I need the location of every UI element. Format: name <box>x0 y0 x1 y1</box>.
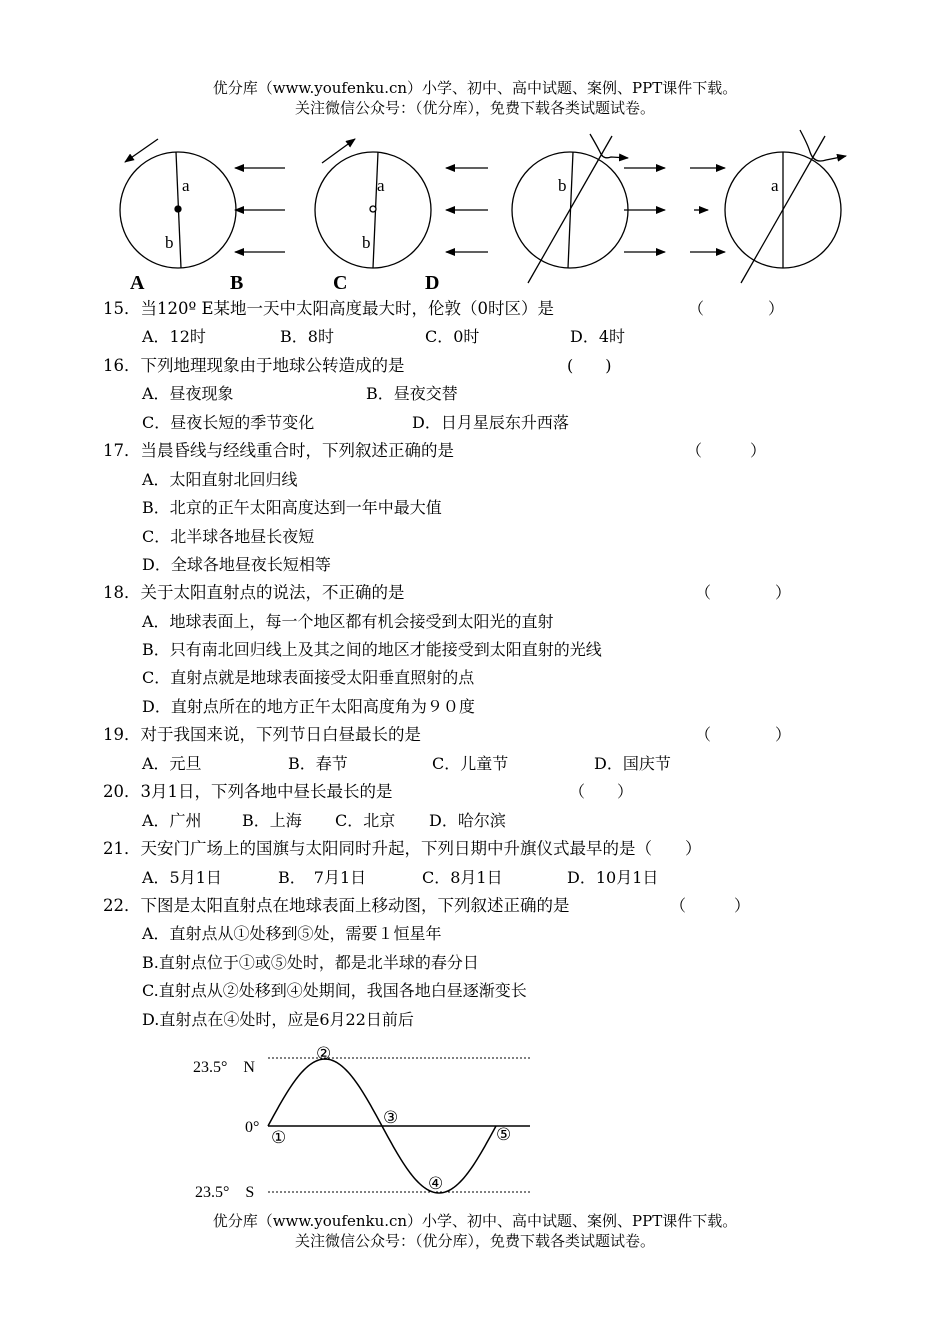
q18-option-d: D．直射点所在的地方正午太阳高度角为９０度 <box>142 697 475 716</box>
q20-option-b: B．上海 <box>242 811 302 830</box>
q15-paren: （ ） <box>688 299 785 318</box>
q21-stem: 21．天安门广场上的国旗与太阳同时升起，下列日期中升旗仪式最早的是（ ） <box>103 839 702 858</box>
q18-stem: 18．关于太阳直射点的说法，不正确的是 <box>103 583 405 602</box>
q15-option-b: B．8时 <box>280 327 334 346</box>
label-a-2: a <box>377 176 385 195</box>
q21-option-c: C．8月1日 <box>422 868 503 887</box>
q18-option-c: C．直射点就是地球表面接受太阳垂直照射的点 <box>142 668 475 687</box>
q18-option-a: A．地球表面上，每一个地区都有机会接受到太阳光的直射 <box>142 612 554 631</box>
footer-line-2: 关注微信公众号：（优分库），免费下载各类试题试卷。 <box>294 1232 655 1250</box>
q15-option-d: D．4时 <box>570 327 626 346</box>
q22-option-b: B.直射点位于①或⑤处时，都是北半球的春分日 <box>142 953 479 972</box>
q16-paren: ( ) <box>567 356 612 375</box>
figure-letter-b: B <box>230 272 244 294</box>
point-2: ② <box>316 1044 332 1064</box>
q19-option-b: B．春节 <box>288 754 348 773</box>
label-b-2: b <box>362 233 371 252</box>
label-a-4: a <box>771 176 779 195</box>
q17-option-d: D．全球各地昼夜长短相等 <box>142 555 331 574</box>
q21-option-a: A．5月1日 <box>142 868 222 887</box>
q18-paren: （ ） <box>695 583 792 602</box>
q16-option-d: D．日月星辰东升西落 <box>412 413 569 432</box>
q16-stem: 16．下列地理现象由于地球公转造成的是 <box>103 356 405 375</box>
q22-option-a: A．直射点从①处移到⑤处，需要１恒星年 <box>142 924 442 943</box>
y-label-south: 23.5° S <box>195 1184 255 1201</box>
top-figure <box>0 0 950 300</box>
q19-option-d: D．国庆节 <box>594 754 671 773</box>
q19-option-a: A．元旦 <box>142 754 202 773</box>
header-line-1: 优分库（www.youfenku.cn）小学、初中、高中试题、案例、PPT课件下载。 <box>212 79 738 97</box>
figure-letter-c: C <box>333 272 348 294</box>
q15-option-a: A．12时 <box>142 327 206 346</box>
q21-option-d: D．10月1日 <box>567 868 659 887</box>
point-1: ① <box>271 1128 287 1148</box>
q19-option-c: C．儿童节 <box>432 754 509 773</box>
q19-stem: 19．对于我国来说，下列节日白昼最长的是 <box>103 725 421 744</box>
point-4: ④ <box>428 1174 444 1194</box>
q17-option-a: A．太阳直射北回归线 <box>142 470 298 489</box>
q22-option-c: C.直射点从②处移到④处期间，我国各地白昼逐渐变长 <box>142 981 527 1000</box>
point-5: ⑤ <box>496 1125 512 1145</box>
q17-option-c: C．北半球各地昼长夜短 <box>142 527 315 546</box>
header-line-2: 关注微信公众号：（优分库），免费下载各类试题试卷。 <box>294 99 655 117</box>
q16-option-c: C．昼夜长短的季节变化 <box>142 413 315 432</box>
q22-paren: （ ） <box>670 896 751 915</box>
q22-option-d: D.直射点在④处时，应是6月22日前后 <box>142 1010 414 1029</box>
q15-stem: 15．当120º E某地一天中太阳高度最大时，伦敦（0时区）是 <box>103 299 555 318</box>
q17-paren: （ ） <box>686 441 767 460</box>
point-3: ③ <box>383 1108 399 1128</box>
q17-option-b: B．北京的正午太阳高度达到一年中最大值 <box>142 498 442 517</box>
direct-point-curve <box>268 1059 496 1193</box>
figure-letter-a: A <box>130 272 145 294</box>
y-label-north: 23.5° N <box>193 1059 255 1076</box>
q20-stem: 20．3月1日，下列各地中昼长最长的是 <box>103 782 393 801</box>
y-label-equator: 0° <box>245 1119 260 1136</box>
q20-option-c: C．北京 <box>335 811 396 830</box>
label-a-1: a <box>182 176 190 195</box>
q18-option-b: B．只有南北回归线上及其之间的地区才能接受到太阳直射的光线 <box>142 640 602 659</box>
figure-letter-d: D <box>425 272 440 294</box>
label-b-3: b <box>558 176 567 195</box>
q19-paren: （ ） <box>695 725 792 744</box>
q16-option-a: A．昼夜现象 <box>142 384 234 403</box>
q15-option-c: C．0时 <box>425 327 480 346</box>
footer-line-1: 优分库（www.youfenku.cn）小学、初中、高中试题、案例、PPT课件下载。 <box>212 1212 738 1230</box>
q17-stem: 17．当晨昏线与经线重合时，下列叙述正确的是 <box>103 441 454 460</box>
q20-option-a: A．广州 <box>142 811 202 830</box>
q20-paren: （ ） <box>569 782 634 801</box>
label-b-1: b <box>165 233 174 252</box>
q16-option-b: B．昼夜交替 <box>366 384 458 403</box>
q21-option-b: B． 7月1日 <box>278 868 367 887</box>
q22-stem: 22．下图是太阳直射点在地球表面上移动图，下列叙述正确的是 <box>103 896 570 915</box>
q20-option-d: D．哈尔滨 <box>429 811 506 830</box>
